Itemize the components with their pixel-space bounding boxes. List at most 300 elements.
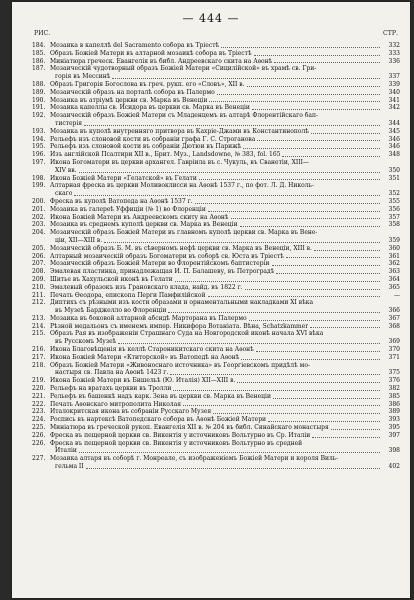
page-ref: 339 [388,80,400,88]
figure-caption [50,97,400,105]
caption-line [50,65,400,73]
page-number: — 444 — [182,12,240,25]
caption-text: Рельефъ въ башенкѣ надъ карк. Зена въ церкви св. Марка въ Венеціи [50,392,271,400]
figure-entry [32,214,400,222]
figure-number: 219. [32,377,46,385]
figure-entry [32,440,400,456]
figure-caption [50,323,400,331]
figure-entry [32,175,400,183]
figure-number: 218. [32,361,46,369]
caption-line [50,245,400,253]
figure-caption [50,42,400,50]
figure-entry [32,151,400,159]
figure-entry [32,260,400,268]
figure-entry [32,42,400,50]
figure-number: 190. [32,96,46,104]
page-ref: 336 [388,57,400,65]
figure-caption [50,385,400,393]
caption-text: Фреска въ пещерной церкви св. Викентія у источниковъ Вольтурно въ средней [50,439,303,447]
caption-line [50,292,400,300]
page-ref: 393 [388,416,400,424]
figure-caption [50,416,400,424]
figure-number: 185. [32,49,46,57]
page-ref: 345 [388,127,400,135]
figure-entry [32,455,400,471]
figure-number: 189. [32,88,46,96]
caption-line [50,377,400,385]
figure-caption [50,424,400,432]
figure-entry [32,136,400,144]
figure-caption [50,81,400,89]
page-ref: 375 [388,369,400,377]
figure-number: 212. [32,299,46,307]
caption-text: Мозаическій образъ Божіей Матери во Флорентійскомъ баптистеріи [50,260,270,268]
caption-line [50,323,400,331]
caption-text: горія въ Мессинѣ [55,73,111,81]
figure-entry [32,424,400,432]
figure-number: 227. [32,455,46,463]
caption-line [50,120,400,128]
figure-entry [32,416,400,424]
caption-text: Алтарный мозаическій образъ Богоматери въ соборѣ св. Юста въ Тріестѣ [50,252,284,260]
figure-number: 199. [32,182,46,190]
figure-entry [32,128,400,136]
page-ref: 342 [388,104,400,112]
figure-entry [32,354,400,362]
caption-text: Шитье въ Хахульской иконѣ въ Гелати [50,275,173,283]
leader-dots [221,47,380,48]
figure-caption [50,276,400,284]
caption-line [50,369,400,377]
figure-number: 192. [32,112,46,120]
figure-entry [32,385,400,393]
caption-text: Мозаика въ галереѣ Уффиціи (№ 1) во Флоренціи [50,205,206,213]
figure-caption [50,253,400,261]
figure-caption [50,206,400,214]
figure-caption [50,221,400,229]
figure-entry [32,330,400,346]
leader-dots [208,211,380,212]
figure-caption [50,182,400,198]
leader-dots [268,421,380,422]
caption-line [50,315,400,323]
leader-dots [104,242,380,243]
figure-number: 188. [32,80,46,88]
caption-text: Алтарная фреска въ церкви Моливоклисси на Аѳонѣ 1537 г., по фот. Л. Д. Николь- [50,182,314,190]
page-ref: — [394,291,400,299]
page-ref: 358 [388,221,400,229]
caption-line [50,416,400,424]
figure-number: 223. [32,408,46,416]
leader-dots [173,390,380,391]
figure-entry [32,284,400,292]
caption-text: Диптихъ съ рѣзными изъ кости образами и орнаментальными накладками XI вѣка [50,299,314,307]
leader-dots [74,195,380,196]
caption-text: скаго [55,190,73,198]
figure-number: 193. [32,127,46,135]
page-ref: 385 [388,392,400,400]
caption-line [50,143,400,151]
figure-entry [32,104,400,112]
figure-number: 224. [32,416,46,424]
figure-number: 195. [32,143,46,151]
figure-number: 191. [32,104,46,112]
caption-line [50,50,400,58]
figure-entry [32,268,400,276]
caption-line [50,89,400,97]
leader-dots [86,468,380,469]
caption-line [50,81,400,89]
caption-text: Фреска въ куполѣ Ватопеда на Аѳонѣ 1537 г. [50,197,193,205]
figure-number: 186. [32,57,46,65]
figure-entry [32,276,400,284]
figure-number: 211. [32,291,46,299]
leader-dots [237,382,380,383]
figure-number: 205. [32,244,46,252]
figure-caption [50,58,400,66]
leader-dots [168,312,380,313]
caption-text: Мозаика въ боковой алтарной абсидѣ Марторана въ Палермо [50,314,247,322]
caption-line [50,276,400,284]
caption-text: Рельефъ изъ слоновой кости въ собраніи графа Г. С. Строганова [50,135,256,143]
leader-dots [209,101,380,102]
figure-number: 209. [32,275,46,283]
caption-text: Миніатюра греческ. Евангелія въ библ. Андреевскаго скита на Аѳонѣ [50,57,273,65]
caption-line [50,424,400,432]
caption-text: Мозаическій образъ Божіей Матери въ главномъ куполѣ церкви св. Марка въ Вене- [50,229,318,237]
leader-dots [195,203,380,204]
caption-text: Мозаика алтаря въ соборѣ г. Монреале, съ изображеніемъ Божіей Матери и короля Виль- [50,455,339,463]
figure-entry [32,393,400,401]
caption-line [50,299,400,307]
caption-line [50,136,400,144]
leader-dots [312,437,380,438]
caption-line [50,385,400,393]
figure-caption [50,151,400,159]
caption-text: въ Русскомъ Музеѣ [55,338,117,346]
caption-line [50,362,400,370]
leader-dots [241,359,380,360]
page-ref: 363 [388,268,400,276]
leader-dots [286,257,380,258]
leader-dots [240,226,380,227]
caption-text: Икона Божіей Матери въ Бишельѣ (Ю. Италія) XII—XIII в. [50,377,236,385]
figure-caption [50,128,400,136]
figure-number: 200. [32,197,46,205]
figure-caption [50,432,400,440]
figure-caption [50,260,400,268]
caption-text: Образъ Григорія Богослова въ греч. рукп. его «Словъ», XII в. [50,80,245,88]
page-ref: 346 [388,143,400,151]
leader-dots [199,179,380,180]
caption-text: Фреска въ пещерной церкви св. Викентія у источниковъ Вольтурно въ Ср. Италіи [50,431,311,439]
figure-caption [50,315,400,323]
figure-number: 208. [32,268,46,276]
leader-dots [311,133,380,134]
caption-line [50,447,400,455]
figure-entry [32,253,400,261]
leader-dots [254,55,380,56]
caption-text: Икона Благовѣщенія въ келлѣ Староникитскаго скита на Аѳонѣ [50,346,254,354]
page-ref: 382 [388,385,400,393]
figure-entry [32,229,400,245]
page-ref: 365 [388,283,400,291]
caption-line [50,432,400,440]
figure-entry [32,58,400,66]
page-ref: 350 [388,166,400,174]
leader-dots [247,86,380,87]
figure-caption [50,143,400,151]
caption-text: тистерія [55,119,83,127]
page-ref: 356 [388,205,400,213]
figure-caption [50,330,400,346]
caption-text: Мозаика капеллы св. Исидора въ церкви св. Марка въ Венеціи [50,104,250,112]
caption-text: Италіи [55,447,77,455]
figure-caption [50,104,400,112]
figure-entry [32,408,400,416]
figure-number: 184. [32,42,46,49]
figure-caption [50,214,400,222]
figure-entry [32,50,400,58]
caption-text: Рельефъ изъ слоновой кости въ собраніи Дютюи въ Парижѣ [50,143,242,151]
figure-caption [50,65,400,81]
caption-text: въ Музеѣ Барджелло во Флоренціи [55,307,167,315]
figure-list [32,42,400,471]
figure-number: 220. [32,385,46,393]
caption-line [50,284,400,292]
figure-caption [50,292,400,300]
caption-text: Италокритская икона въ собраніи Русскаго Музея [50,408,212,416]
figure-caption [50,284,400,292]
figure-number: 221. [32,392,46,400]
page-ref: 395 [388,424,400,432]
figure-entry [32,143,400,151]
figure-entry [32,362,400,378]
figure-entry [32,377,400,385]
caption-text: XIV вв. [55,166,77,174]
caption-line [50,198,400,206]
page-ref: 389 [388,408,400,416]
figure-entry [32,401,400,409]
leader-dots [213,413,380,414]
page-ref: 355 [388,197,400,205]
figure-entry [32,346,400,354]
caption-line [50,175,400,183]
caption-line [50,268,400,276]
caption-text: Мозаическій образъ Божіей Матери съ Младенцемъ въ алтарѣ Флорентійскаго бап- [50,112,318,120]
figure-caption [50,89,400,97]
figure-caption [50,354,400,362]
leader-dots [118,343,380,344]
caption-text: Печать Аѳонскаго митрополита Николая [50,400,182,408]
figure-number: 226. [32,431,46,439]
caption-line [50,151,400,159]
page-ref: 402 [388,463,400,471]
caption-line [50,73,400,81]
figure-number: 225. [32,424,46,432]
caption-text: Изъ англійской Псалтири XII в., Брит. Муз., Landsdowne, № 383, fol. 165 [50,151,281,159]
caption-line [50,97,400,105]
leader-dots [217,94,380,95]
figure-entry [32,97,400,105]
figure-entry [32,65,400,81]
page-ref: 367 [388,314,400,322]
caption-text: Мозаическій образъ Б. М. въ сѣверномъ нефѣ церкви св. Марка въ Венеціи, XIII в. [50,244,312,252]
figure-number: 196. [32,151,46,159]
page-ref: 337 [388,73,400,81]
page-ref: 340 [388,88,400,96]
caption-line [50,253,400,261]
leader-dots [282,156,380,157]
caption-text: Образъ Рая въ изображеніи Страшнаго Суда на Новгородской иконѣ начала XVI вѣка [50,330,324,338]
caption-text: Эмалевая пластинка, принадлежащая И. П. Балашеву, въ Петроградѣ [50,268,275,276]
page-ref: 348 [388,151,400,159]
page-ref: 352 [388,190,400,198]
caption-text: Печать Ѳеодора, епископа Перги Памфилійской [50,291,206,299]
leader-dots [208,296,381,297]
caption-line [50,260,400,268]
figure-entry [32,182,400,198]
caption-text: Образъ Божіей Матери «Живоноснаго источника» въ Георгіевскомъ придѣлѣ мо- [50,361,310,369]
figure-number: 215. [32,330,46,338]
document-page [12,2,410,598]
figure-number: 216. [32,346,46,354]
caption-text: Мозаическій образъ на порталѣ собора въ Палермо [50,88,215,96]
caption-text: Эмалевый образокъ изъ Грановскаго клада, найд. въ 1822 г. [50,283,243,291]
caption-line [50,354,400,362]
figure-entry [32,81,400,89]
leader-dots [231,218,380,219]
figure-entry [32,206,400,214]
caption-line [50,214,400,222]
figure-entry [32,315,400,323]
figure-caption [50,440,400,456]
page-ref: 360 [388,244,400,252]
figure-number: 197. [32,158,46,166]
page-ref: 341 [388,96,400,104]
figure-caption [50,346,400,354]
figure-caption [50,159,400,175]
figure-number: 222. [32,400,46,408]
figure-caption [50,175,400,183]
page-ref: 344 [388,119,400,127]
figure-number: 204. [32,229,46,237]
leader-dots [252,109,380,110]
figure-number: 202. [32,213,46,221]
caption-line [50,167,400,175]
page-column-header: СТР. [383,30,398,37]
caption-text: Роспись въ нартексѣ Ватопедскаго собора въ Аѳонѣ Божіей Матери [50,416,267,424]
page-ref: 357 [388,213,400,221]
caption-text: ціи, XII—XIII в. [55,236,103,244]
page-ref: 364 [388,275,400,283]
figure-number: 203. [32,221,46,229]
caption-text: Икона Богоматери въ церкви архангел. Гавріила въ с. Чукуль, въ Сванетіи, XIII— [50,158,310,166]
figure-caption [50,377,400,385]
figure-number: 217. [32,353,46,361]
figure-caption [50,408,400,416]
figure-entry [32,323,400,331]
figure-caption [50,393,400,401]
leader-dots [79,452,380,453]
leader-dots [245,289,380,290]
caption-text: Мозаика въ куполѣ внутренняго притвора въ Кахріе-Джами въ Константинополѣ [50,127,309,135]
caption-line [50,206,400,214]
caption-line [50,408,400,416]
leader-dots [249,320,380,321]
leader-dots [84,125,380,126]
caption-line [50,338,400,346]
figure-caption [50,455,400,471]
figure-entry [32,299,400,315]
figure-caption [50,268,400,276]
figure-number: 206. [32,252,46,260]
leader-dots [273,398,380,399]
caption-line [50,307,400,315]
figure-number: 213. [32,314,46,322]
figure-number: 214. [32,322,46,330]
page-ref: 368 [388,322,400,330]
leader-dots [183,405,380,406]
leader-dots [175,281,380,282]
leader-dots [331,429,380,430]
page-ref: 397 [388,431,400,439]
caption-line [50,229,400,237]
caption-text: Мозаика въ атріумѣ церкви св. Марка въ Венеціи [50,96,208,104]
caption-text: Икона Божіей Матери въ Андреевскомъ скиту на Аѳонѣ [50,213,229,221]
figure-number: 198. [32,174,46,182]
page-ref: 386 [388,400,400,408]
figure-number: 194. [32,135,46,143]
figure-number: 226. [32,439,46,447]
page-ref: 398 [388,447,400,455]
figure-entry [32,159,400,175]
caption-line [50,463,400,471]
leader-dots [276,273,380,274]
caption-line [50,237,400,245]
figure-number: 207. [32,260,46,268]
figure-number: 201. [32,205,46,213]
figure-entry [32,89,400,97]
page-ref: 366 [388,307,400,315]
figure-caption [50,198,400,206]
caption-text: Мозаическій чудотворный образъ Божіей Матери «Сицилійской» въ храмѣ св. Гри- [50,65,317,73]
figure-entry [32,432,400,440]
leader-dots [79,172,380,173]
caption-text: настыря св. Павла на Аѳонѣ 1423 г. [55,369,169,377]
leader-dots [314,250,380,251]
caption-line [50,221,400,229]
caption-text: гельма II [55,463,84,471]
leader-dots [112,78,380,79]
page-ref: 361 [388,252,400,260]
page-ref: 351 [388,174,400,182]
page-ref: 332 [388,42,400,49]
caption-line [50,182,400,190]
caption-text: Икона Божіей Матери «Гелатской» въ Гелати [50,174,197,182]
page-ref: 369 [388,338,400,346]
figure-caption [50,112,400,128]
leader-dots [256,351,380,352]
page-ref: 362 [388,260,400,268]
page-ref: 370 [388,346,400,354]
figure-entry [32,198,400,206]
caption-text: Рѣзной медальонъ съ именемъ импер. Никифора Вотаніата. Вѣна, Schatzkammer [50,322,309,330]
figure-caption [50,229,400,245]
page-ref: 359 [388,236,400,244]
leader-dots [257,140,380,141]
figure-caption [50,50,400,58]
